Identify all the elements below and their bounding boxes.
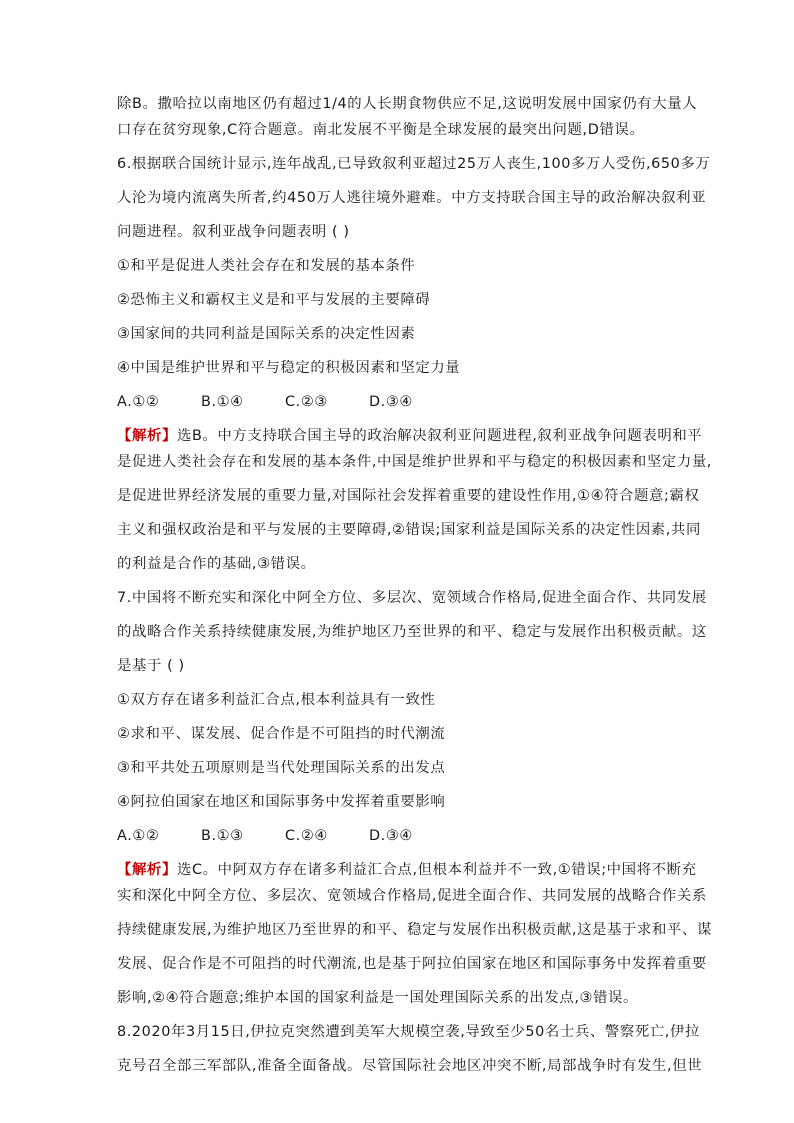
document-content [117,91,712,1079]
analysis-line: 发展、促合作是不可阻挡的时代潮流,也是基于阿拉伯国家在地区和国际事务中发挥着重要 [117,956,707,972]
options-row [117,823,682,849]
question-stem-line: 7.中国将不断充实和深化中阿全方位、多层次、宽领域合作格局,促进全面合作、共同发展 [117,590,707,606]
statement-3: ③国家间的共同利益是国际关系的决定性因素 [117,326,416,342]
statement-2: ②恐怖主义和霸权主义是和平与发展的主要障碍 [117,292,431,308]
analysis-tag: 【解析】 [117,428,177,444]
option-d: D.③④ [369,394,413,410]
question-stem-line: 克号召全部三军部队,准备全面备战。尽管国际社会地区冲突不断,局部战争时有发生,但世 [117,1058,703,1074]
question-stem-line: 是基于 ( ) [117,658,185,674]
statement-2: ②求和平、谋发展、促合作是不可阻挡的时代潮流 [117,726,446,742]
statement-4: ④阿拉伯国家在地区和国际事务中发挥着重要影响 [117,794,446,810]
analysis-line: 的利益是合作的基础,③错误。 [117,556,316,572]
question-stem-line: 问题进程。叙利亚战争问题表明 ( ) [117,224,350,240]
option-b: B.①④ [201,394,244,410]
option-c: C.②④ [285,828,328,844]
analysis-line: 是促进世界经济发展的重要力量,对国际社会发挥着重要的建设性作用,①④符合题意;霸权 [117,488,700,504]
analysis-line: 主义和强权政治是和平与发展的主要障碍,②错误;国家利益是国际关系的决定性因素,共同 [117,522,701,538]
option-a: A.①② [117,394,160,410]
statement-1: ①双方存在诸多利益汇合点,根本利益具有一致性 [117,692,436,708]
question-8 [117,1019,703,1079]
option-b: B.①③ [201,828,244,844]
question-7 [117,585,712,1011]
analysis-line [117,423,703,449]
question-stem-line: 6.根据联合国统计显示,连年战乱,已导致叙利亚超过25万人丧生,100多万人受伤,650多万 [117,156,711,172]
question-6 [117,151,712,577]
text-line: 口存在贫穷现象,C符合题意。南北发展不平衡是全球发展的最突出问题,D错误。 [117,122,645,138]
options-row [117,389,682,415]
statement-1: ①和平是促进人类社会存在和发展的基本条件 [117,258,416,274]
text-line: 除B。撒哈拉以南地区仍有超过1/4的人长期食物供应不足,这说明发展中国家仍有大量人 [117,96,698,112]
question-stem-line: 人沦为境内流离失所者,约450万人逃往境外避难。中方支持联合国主导的政治解决叙利亚 [117,190,707,206]
question-stem-line: 的战略合作关系持续健康发展,为维护地区乃至世界的和平、稳定与发展作出积极贡献。这 [117,624,707,640]
analysis-line: 影响,②④符合题意;维护本国的国家利益是一国处理国际关系的出发点,③错误。 [117,990,639,1006]
analysis-line [117,857,697,883]
analysis-line: 持续健康发展,为维护地区乃至世界的和平、稳定与发展作出积极贡献,这是基于求和平、谋 [117,922,712,938]
analysis-line: 实和深化中阿全方位、多层次、宽领域合作格局,促进全面合作、共同发展的战略合作关系 [117,888,707,904]
analysis-tag: 【解析】 [117,862,177,878]
option-a: A.①② [117,828,160,844]
question-stem-line: 8.2020年3月15日,伊拉克突然遭到美军大规模空袭,导致至少50名士兵、警察死亡,伊拉 [117,1024,700,1040]
analysis-line: 是促进人类社会存在和发展的基本条件,中国是维护世界和平与稳定的积极因素和坚定力量, [117,454,712,470]
analysis-text: 选B。中方支持联合国主导的政治解决叙利亚问题进程,叙利亚战争问题表明和平 [176,428,703,444]
option-d: D.③④ [369,828,413,844]
statement-4: ④中国是维护世界和平与稳定的积极因素和坚定力量 [117,360,461,376]
option-c: C.②③ [285,394,328,410]
analysis-text: 选C。中阿双方存在诸多利益汇合点,但根本利益并不一致,①错误;中国将不断充 [176,862,697,878]
statement-3: ③和平共处五项原则是当代处理国际关系的出发点 [117,760,446,776]
